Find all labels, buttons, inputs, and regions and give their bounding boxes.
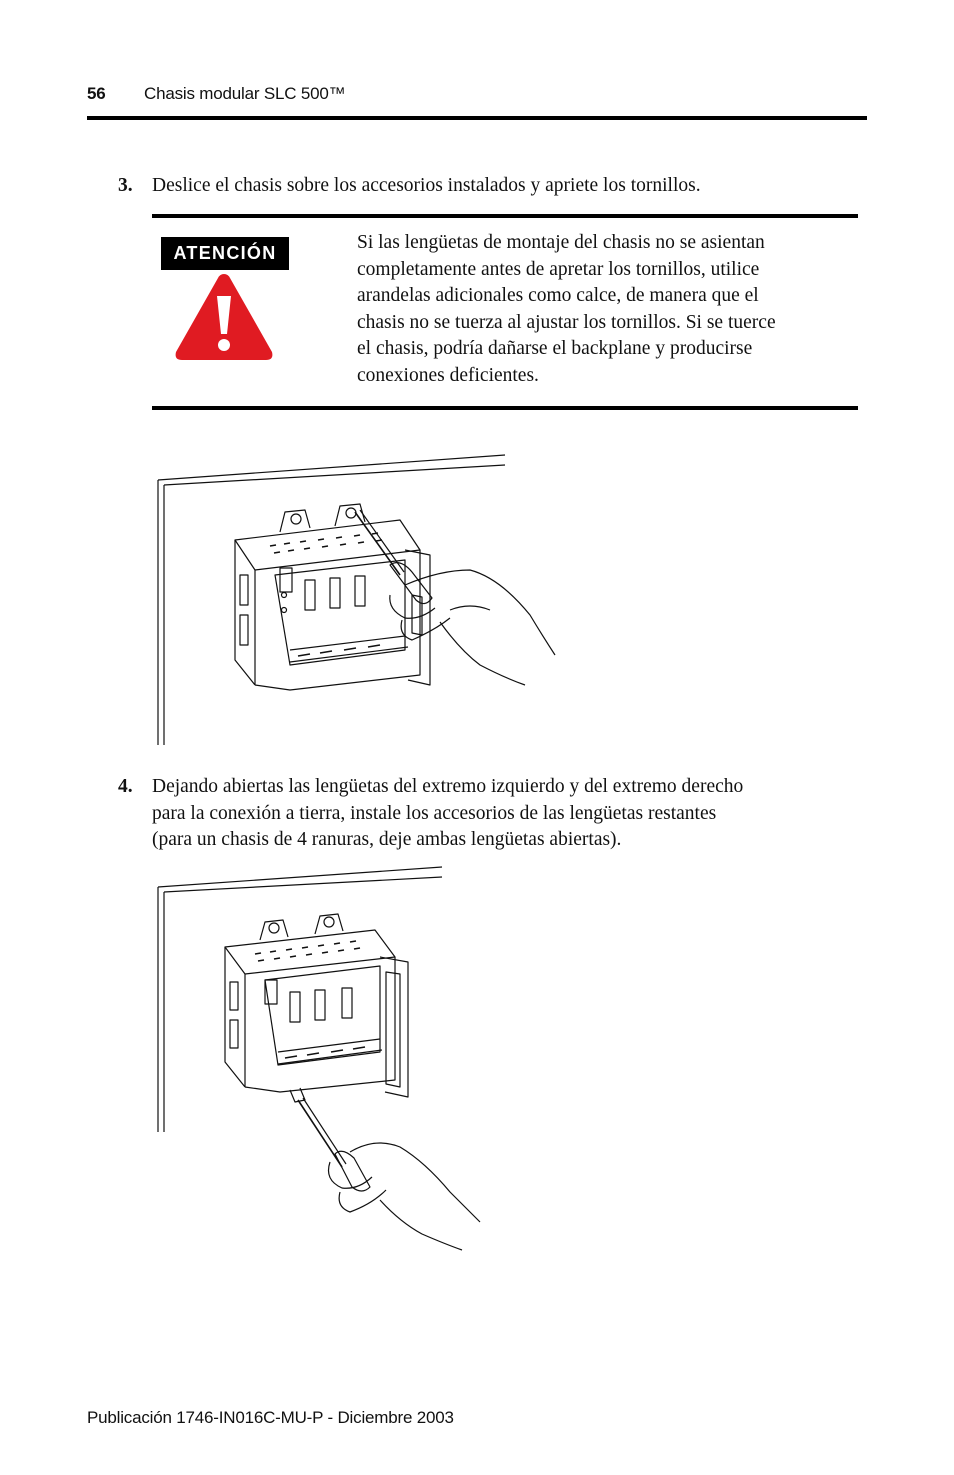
step-number: 4. (118, 776, 133, 797)
step-text-line: (para un chasis de 4 ranuras, deje ambas lengüetas abiertas). (152, 829, 622, 850)
attention-line: conexiones deficientes. (357, 364, 539, 386)
attention-badge: ATENCIÓN (161, 237, 289, 270)
figure-tighten-screws (150, 450, 570, 750)
step-text-line: Deslice el chasis sobre los accesorios instalados y apriete los tornillos. (152, 175, 701, 196)
warning-triangle-icon (172, 270, 276, 364)
page-number: 56 (87, 84, 106, 103)
attention-top-rule (152, 214, 858, 218)
attention-text (357, 230, 857, 389)
attention-bottom-rule (152, 406, 858, 410)
attention-line: chasis no se tuerza al ajustar los tornillos. Si se tuerce (357, 311, 776, 333)
step-text-line: Dejando abiertas las lengüetas del extremo izquierdo y del extremo derecho (152, 776, 744, 797)
header-rule (87, 116, 867, 120)
header-title: Chasis modular SLC 500™ (144, 84, 346, 103)
footer-publication: Publicación 1746-IN016C-MU-P - Diciembre 2003 (87, 1408, 454, 1427)
step-number: 3. (118, 175, 133, 196)
running-header (87, 84, 345, 104)
attention-line: el chasis, podría dañarse el backplane y producirse (357, 338, 753, 359)
attention-line: Si las lengüetas de montaje del chasis no se asientan (357, 232, 765, 253)
attention-line: arandelas adicionales como calce, de manera que el (357, 285, 759, 306)
step-text-line: para la conexión a tierra, instale los accesorios de las lengüetas restantes (152, 802, 717, 824)
figure-install-tab-hardware (150, 862, 550, 1257)
attention-line: completamente antes de apretar los tornillos, utilice (357, 258, 760, 280)
